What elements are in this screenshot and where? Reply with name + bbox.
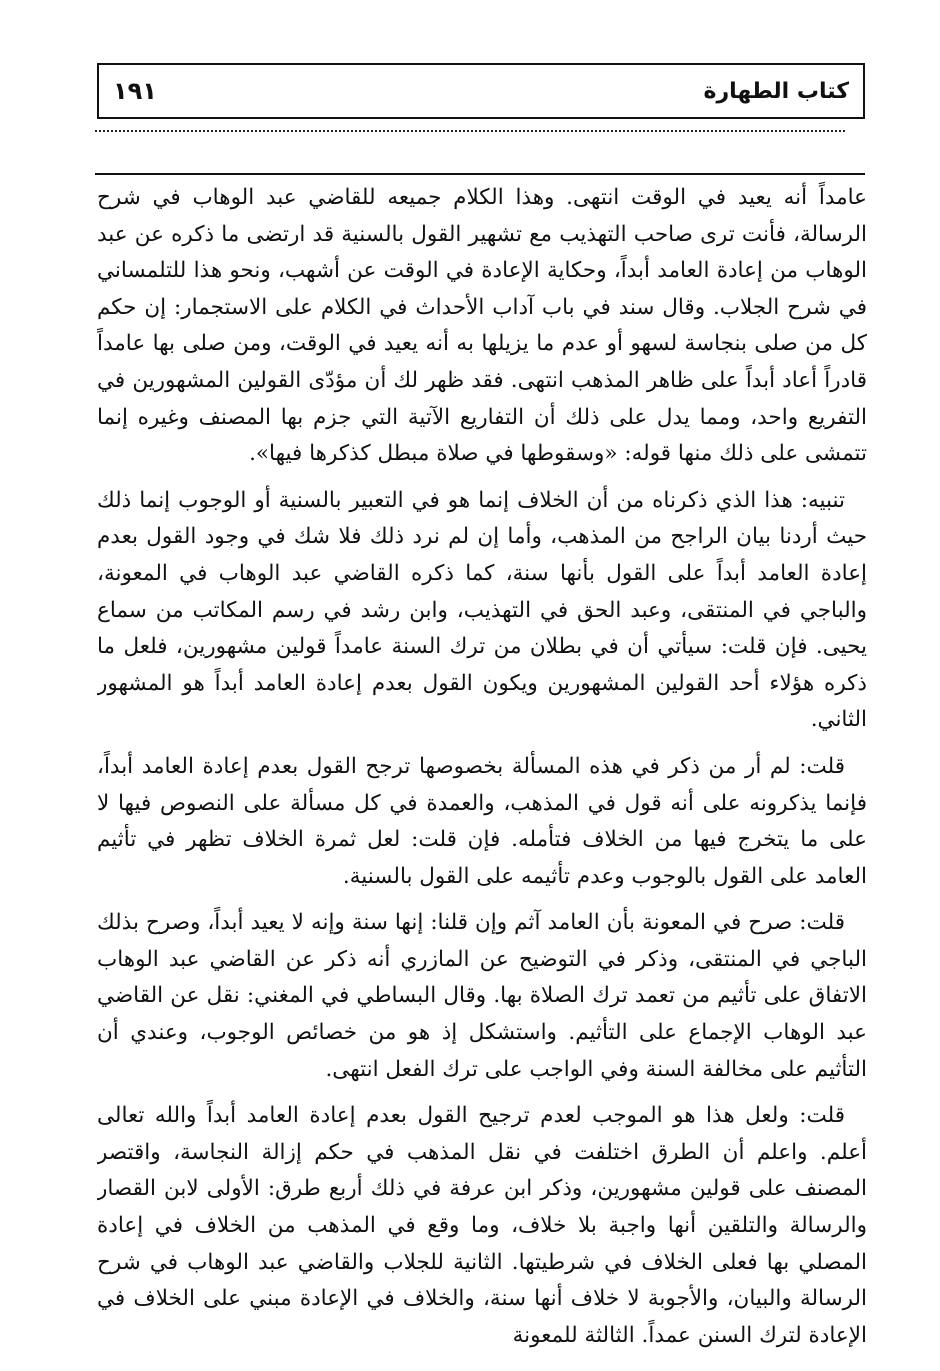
page-number: ١٩١ xyxy=(113,77,157,105)
paragraph-4: قلت: صرح في المعونة بأن العامد آثم وإن قلنا: إنها سنة وإنه لا يعيد أبداً، وصرح بذلك الباجي في المنتقى، وذكر في التوضيح عن المازري أنه ذكر عن القاضي عبد الوهاب الاتفاق على تأثيم من تعمد ترك الصلاة بها. وقال البساطي في المغني: نقل عن القاضي عبد الوهاب الإجماع على التأثيم. واستشكل إذ هو من خصائص الوجوب، وعندي أن التأثيم على مخالفة السنة وفي الواجب على ترك الفعل انتهى. xyxy=(97,910,867,1082)
dotted-separator xyxy=(95,130,845,132)
paragraph-3: قلت: لم أر من ذكر في هذه المسألة بخصوصها ترجح القول بعدم إعادة العامد أبداً، فإنما يذكرونه على أنه قول في المذهب، والعمدة في كل مسألة على النصوص فيها لا على ما يتخرج فيها من الخلاف فتأمله. فإن قلت: لعل ثمرة الخلاف تظهر في تأثيم العامد على القول بالوجوب وعدم تأثيمه على القول بالسنية. xyxy=(97,753,867,889)
page-header xyxy=(97,63,865,119)
paragraph-2: تنبيه: هذا الذي ذكرناه من أن الخلاف إنما هو في التعبير بالسنية أو الوجوب إنما ذلك حيث أردنا بيان الراجح من المذهب، وأما إن لم نرد ذلك فلا شك في وجود القول بعدم إعادة العامد أبداً على القول بأنها سنة، كما ذكره القاضي عبد الوهاب في المعونة، والباجي في المنتقى، وعبد الحق في التهذيب، وابن رشد في رسم المكاتب من سماع يحيى. فإن قلت: سيأتي أن في بطلان من ترك السنة عامداً قولين مشهورين، فلعل ما ذكره هؤلاء أحد القولين المشهورين ويكون القول بعدم إعادة العامد أبداً هو المشهور الثاني. xyxy=(97,487,867,733)
page-body xyxy=(97,180,867,1360)
running-title: كتاب الطهارة xyxy=(703,78,849,104)
paragraph-5: قلت: ولعل هذا هو الموجب لعدم ترجيح القول بعدم إعادة العامد أبداً والله تعالى أعلم. واعلم أن الطرق اختلفت في نقل المذهب في حكم إزالة النجاسة، واقتصر المصنف على قولين مشهورين، وذكر ابن عرفة في ذلك أربع طرق: الأولى لابن القصار والرسالة والتلقين أنها واجبة بلا خلاف، وما وقع في المذهب من الخلاف في إعادة المصلي بها فعلى الخلاف في شرطيتها. الثانية للجلاب والقاضي عبد الوهاب في شرح الرسالة والبيان، والأجوبة لا خلاف أنها سنة، والخلاف في الإعادة مبني على الخلاف في الإعادة لترك السنن عمداً. الثالثة للمعونة xyxy=(97,1103,867,1348)
paragraph-1: عامداً أنه يعيد في الوقت انتهى. وهذا الكلام جميعه للقاضي عبد الوهاب في شرح الرسالة، فأنت ترى صاحب التهذيب مع تشهير القول بالسنية قد ارتضى ما ذكره عن عبد الوهاب من إعادة العامد أبداً، وحكاية الإعادة في الوقت عن أشهب، ونحو هذا للتلمساني في شرح الجلاب. وقال سند في باب آداب الأحداث في الكلام على الاستجمار: إن حكم كل من صلى بنجاسة لسهو أو عدم ما يزيلها به أنه يعيد في الوقت، ومن صلى بها عامداً قادراً أعاد أبداً على ظاهر المذهب انتهى. فقد ظهر لك أن مؤدّى القولين المشهورين في التفريع واحد، ومما يدل على ذلك أن التفاريع الآتية التي جزم بها المصنف وغيره إنما تتمشى على ذلك منها قوله: «وسقوطها في صلاة مبطل كذكرها فيها». xyxy=(97,185,867,467)
section-rule xyxy=(95,173,865,175)
